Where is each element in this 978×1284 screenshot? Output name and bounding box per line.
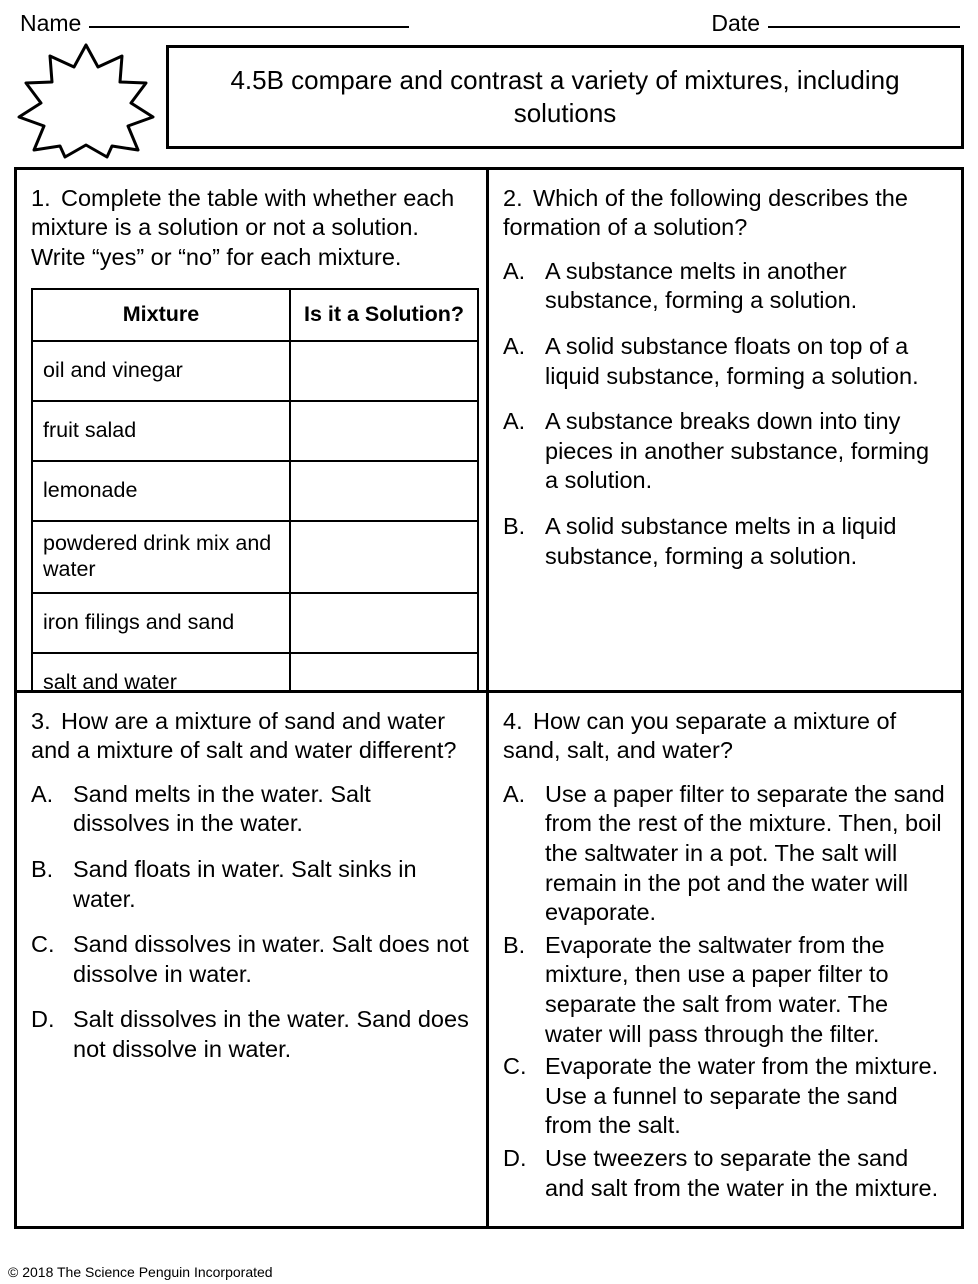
cell-mixture: oil and vinegar xyxy=(32,341,290,401)
choice-option[interactable] xyxy=(503,512,947,571)
title-row xyxy=(14,45,964,157)
question-2-choices xyxy=(503,257,947,571)
choice-label: A. xyxy=(503,257,526,284)
choice-text: A solid substance floats on top of a liquid substance, forming a solution. xyxy=(545,332,919,389)
question-4-cell xyxy=(489,693,961,1226)
choice-text: Evaporate the water from the mixture. Use a funnel to separate the sand from the salt. xyxy=(545,1053,939,1139)
choice-option[interactable] xyxy=(503,332,947,391)
question-4-text: How can you separate a mixture of sand, salt, and water? xyxy=(503,708,897,764)
choice-text: Sand dissolves in water. Salt does not dissolve in water. xyxy=(73,931,469,987)
copyright-footer: © 2018 The Science Penguin Incorporated xyxy=(8,1264,273,1280)
question-2-number: 2. xyxy=(503,185,523,211)
cell-mixture: fruit salad xyxy=(32,401,290,461)
date-label: Date xyxy=(711,10,760,36)
table-row xyxy=(32,521,478,593)
column-header-mixture: Mixture xyxy=(32,289,290,341)
name-write-line[interactable] xyxy=(89,25,409,28)
question-4-choices xyxy=(503,780,947,1204)
cell-answer[interactable] xyxy=(290,593,478,653)
page-title: 4.5B compare and contrast a variety of mixtures, including solutions xyxy=(230,64,900,128)
choice-option[interactable] xyxy=(31,780,472,839)
choice-label: D. xyxy=(503,1145,527,1172)
cell-answer[interactable] xyxy=(290,461,478,521)
cell-mixture: salt and water xyxy=(32,653,290,693)
choice-option[interactable] xyxy=(503,780,947,928)
choice-option[interactable] xyxy=(31,1005,472,1064)
question-4-prompt xyxy=(503,707,947,766)
question-1-text: Complete the table with whether each mixture is a solution or not a solution. Write “yes” or “no” for each mixture. xyxy=(31,185,455,270)
choice-label: C. xyxy=(503,1053,527,1080)
choice-text: Salt dissolves in the water. Sand does not dissolve in water. xyxy=(73,1006,469,1063)
table-row xyxy=(32,593,478,653)
choice-text: Use tweezers to separate the sand and salt from the water in the mixture. xyxy=(545,1145,939,1201)
date-write-line[interactable] xyxy=(768,25,960,28)
choice-option[interactable] xyxy=(503,407,947,496)
question-1-cell xyxy=(17,170,489,693)
choice-text: A substance breaks down into tiny pieces in another substance, forming a solution. xyxy=(545,408,930,494)
table-row xyxy=(32,461,478,521)
column-header-solution: Is it a Solution? xyxy=(290,289,478,341)
choice-label: B. xyxy=(503,931,526,958)
question-3-prompt xyxy=(31,707,472,766)
choice-option[interactable] xyxy=(31,855,472,914)
choice-label: A. xyxy=(503,332,526,359)
mixture-table xyxy=(31,288,479,693)
question-2-text: Which of the following describes the formation of a solution? xyxy=(503,185,908,241)
choice-option[interactable] xyxy=(503,1052,947,1141)
cell-answer[interactable] xyxy=(290,341,478,401)
choice-option[interactable] xyxy=(503,1144,947,1203)
choice-text: Sand floats in water. Salt sinks in water. xyxy=(73,855,417,912)
choice-label: A. xyxy=(503,408,526,435)
choice-option[interactable] xyxy=(503,257,947,316)
question-3-text: How are a mixture of sand and water and a mixture of salt and water different? xyxy=(31,708,457,764)
choice-text: A solid substance melts in a liquid substance, forming a solution. xyxy=(545,513,897,569)
choice-option[interactable] xyxy=(31,930,472,989)
table-row xyxy=(32,401,478,461)
question-3-number: 3. xyxy=(31,708,51,734)
cell-answer[interactable] xyxy=(290,401,478,461)
question-2-prompt xyxy=(503,184,947,243)
cell-answer[interactable] xyxy=(290,521,478,593)
title-box xyxy=(166,45,964,149)
choice-label: B. xyxy=(503,513,526,540)
table-row xyxy=(32,653,478,693)
table-row xyxy=(32,341,478,401)
choice-label: C. xyxy=(31,931,55,958)
choice-text: Evaporate the saltwater from the mixture, then use a paper filter to separate the salt from water. The water will pass through the filter. xyxy=(545,931,889,1047)
choice-label: D. xyxy=(31,1006,55,1033)
cell-mixture: powdered drink mix and water xyxy=(32,521,290,593)
question-1-number: 1. xyxy=(31,185,51,211)
question-3-cell xyxy=(17,693,489,1226)
name-label: Name xyxy=(20,10,82,36)
question-4-number: 4. xyxy=(503,708,523,734)
choice-text: Sand melts in the water. Salt dissolves in the water. xyxy=(73,780,371,837)
question-3-choices xyxy=(31,780,472,1065)
starburst-icon xyxy=(14,41,158,161)
question-grid xyxy=(14,167,964,1229)
cell-mixture: lemonade xyxy=(32,461,290,521)
cell-answer[interactable] xyxy=(290,653,478,693)
choice-option[interactable] xyxy=(503,931,947,1049)
question-2-cell xyxy=(489,170,961,693)
table-header-row xyxy=(32,289,478,341)
choice-text: Use a paper filter to separate the sand from the rest of the mixture. Then, boil the saltwater in a pot. The salt will remain in the pot and the water will evaporate. xyxy=(545,780,945,926)
choice-label: B. xyxy=(31,855,54,882)
choice-label: A. xyxy=(503,780,526,807)
question-1-prompt xyxy=(31,184,472,272)
name-date-row xyxy=(14,0,964,37)
choice-text: A substance melts in another substance, forming a solution. xyxy=(545,257,858,314)
choice-label: A. xyxy=(31,780,54,807)
cell-mixture: iron filings and sand xyxy=(32,593,290,653)
